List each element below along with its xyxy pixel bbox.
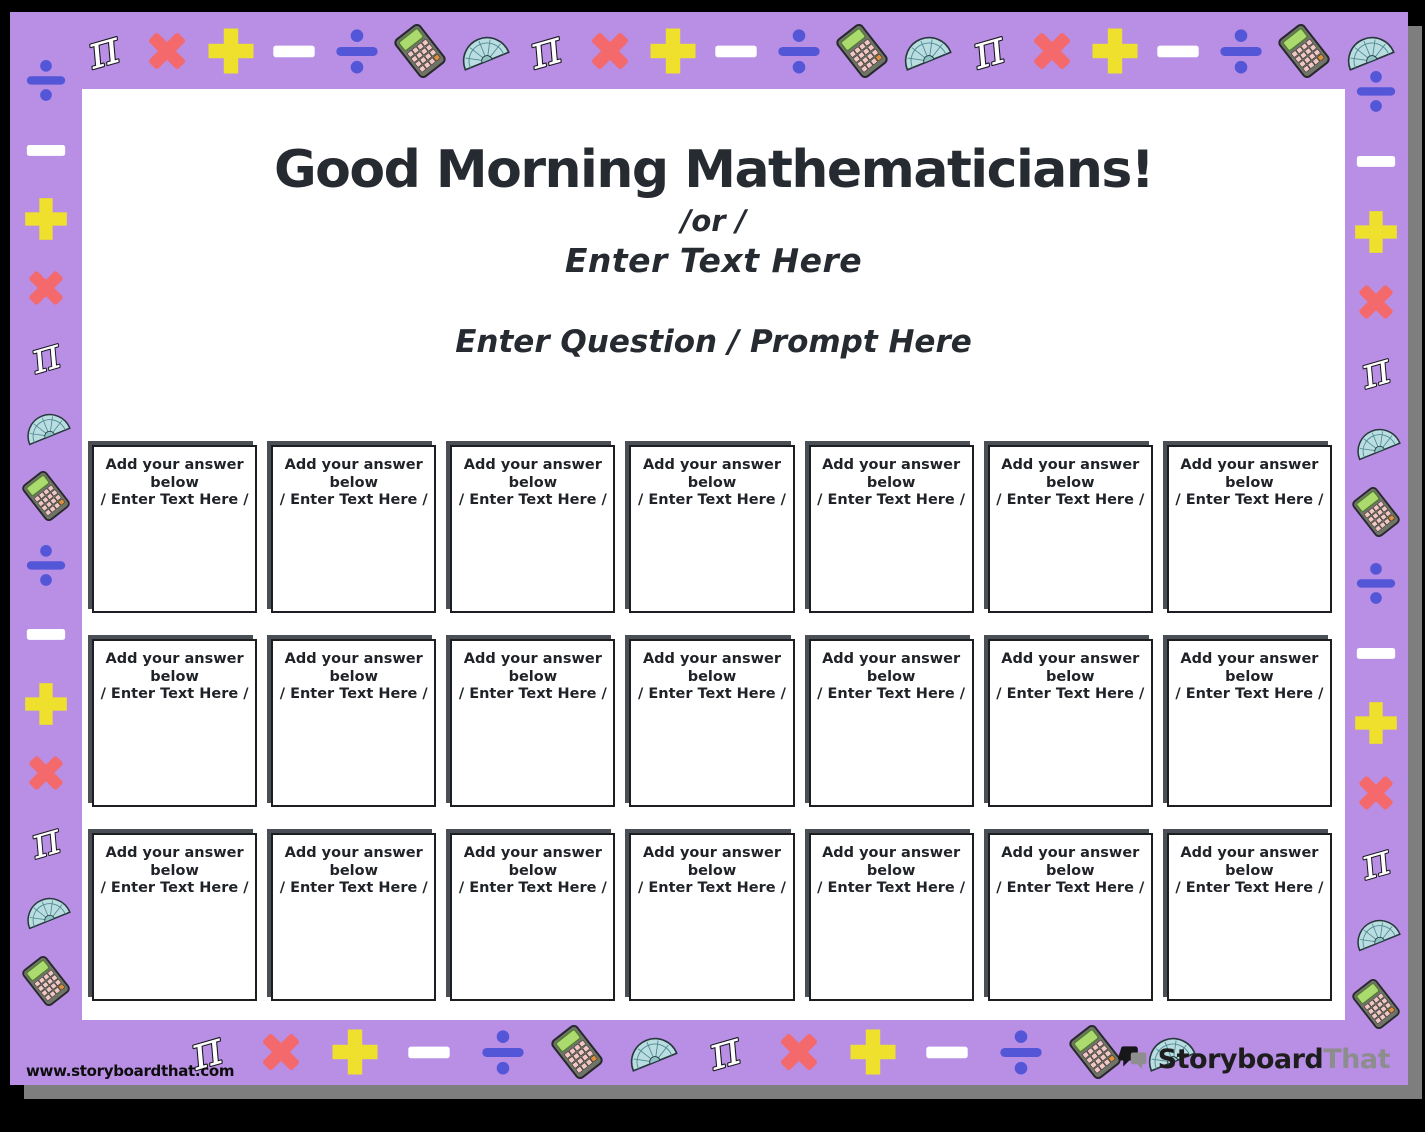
storyboardthat-logo: [1119, 1044, 1390, 1075]
answer-box[interactable]: [450, 639, 615, 807]
answer-box-line2: / Enter Text Here /: [279, 686, 428, 703]
answer-box[interactable]: [1167, 445, 1332, 613]
border-bottom-icons: [160, 1022, 1216, 1082]
answer-box-line2: / Enter Text Here /: [817, 880, 966, 897]
title-or-line[interactable]: /or /: [680, 203, 747, 238]
answer-box[interactable]: [92, 639, 257, 807]
answer-box-line2: / Enter Text Here /: [1175, 880, 1324, 897]
multiply-icon: [21, 263, 71, 313]
svg-text:π: π: [184, 1021, 230, 1082]
protractor-icon: [456, 24, 510, 78]
divide-icon: [476, 1025, 530, 1079]
answer-box-line2: / Enter Text Here /: [100, 492, 249, 509]
plus-icon: [204, 24, 258, 78]
logo-text: [1158, 1044, 1390, 1075]
answer-box-line2: / Enter Text Here /: [458, 686, 607, 703]
answer-box[interactable]: [809, 833, 974, 1001]
answer-box-line2: / Enter Text Here /: [279, 880, 428, 897]
answer-box[interactable]: [629, 445, 794, 613]
answer-box-line2: / Enter Text Here /: [996, 880, 1145, 897]
plus-icon: [328, 1025, 382, 1079]
answer-box-line1: Add your answer below: [284, 845, 423, 879]
minus-icon: [709, 24, 763, 78]
protractor-icon: [21, 402, 71, 452]
worksheet-page: [10, 12, 1408, 1085]
logo-text-storyboard: Storyboard: [1157, 1044, 1324, 1075]
multiply-icon: [1351, 277, 1401, 327]
divide-icon: [1351, 66, 1401, 116]
answer-box-line1: Add your answer below: [1001, 651, 1140, 685]
answer-box-line2: / Enter Text Here /: [100, 686, 249, 703]
speech-bubbles-icon: [1119, 1045, 1151, 1074]
answer-box-line1: Add your answer below: [1180, 845, 1319, 879]
multiply-icon: [254, 1025, 308, 1079]
answer-box-line2: / Enter Text Here /: [817, 686, 966, 703]
answer-box-line1: Add your answer below: [1180, 457, 1319, 491]
minus-icon: [21, 609, 71, 659]
protractor-icon: [1351, 417, 1401, 467]
title-text-placeholder[interactable]: Enter Text Here: [564, 240, 863, 280]
svg-text:π: π: [81, 19, 127, 81]
svg-text:π: π: [966, 19, 1011, 81]
answer-box[interactable]: [271, 639, 436, 807]
divide-icon: [1351, 558, 1401, 608]
answer-box[interactable]: [988, 639, 1153, 807]
calculator-icon: [835, 24, 889, 78]
divide-icon: [994, 1025, 1048, 1079]
plus-icon: [21, 679, 71, 729]
minus-icon: [1351, 136, 1401, 186]
pi-icon: [1351, 343, 1401, 400]
pi-icon: [77, 19, 131, 81]
plus-icon: [846, 1025, 900, 1079]
calculator-icon: [21, 956, 71, 1006]
minus-icon: [267, 24, 321, 78]
pi-icon: [519, 19, 573, 81]
answer-box-line1: Add your answer below: [822, 651, 961, 685]
minus-icon: [920, 1025, 974, 1079]
protractor-icon: [624, 1025, 678, 1079]
multiply-icon: [1351, 768, 1401, 818]
multiply-icon: [1025, 24, 1079, 78]
answer-box-line1: Add your answer below: [105, 845, 244, 879]
answer-box-line1: Add your answer below: [463, 457, 602, 491]
answer-box-line2: / Enter Text Here /: [638, 686, 786, 703]
answer-box-line2: / Enter Text Here /: [996, 686, 1145, 703]
multiply-icon: [583, 24, 637, 78]
calculator-icon: [1068, 1025, 1122, 1079]
multiply-icon: [772, 1025, 826, 1079]
pi-icon: [21, 813, 71, 870]
calculator-icon: [550, 1025, 604, 1079]
divide-icon: [772, 24, 826, 78]
answer-box-line1: Add your answer below: [463, 845, 602, 879]
answer-box-line2: / Enter Text Here /: [638, 492, 786, 509]
plus-icon: [21, 194, 71, 244]
answer-box[interactable]: [271, 833, 436, 1001]
border-top-icons: [68, 12, 1404, 89]
answer-box[interactable]: [1167, 833, 1332, 1001]
protractor-icon: [21, 886, 71, 936]
border-right-icons: [1345, 46, 1406, 1049]
minus-icon: [1351, 628, 1401, 678]
answer-box[interactable]: [1167, 639, 1332, 807]
svg-text:π: π: [1354, 834, 1396, 891]
plus-icon: [1351, 698, 1401, 748]
page-title[interactable]: Good Morning Mathematicians!: [273, 140, 1154, 200]
answer-box-line1: Add your answer below: [642, 845, 782, 879]
answer-box-line1: Add your answer below: [1001, 845, 1140, 879]
answer-box-line1: Add your answer below: [642, 651, 782, 685]
question-prompt-placeholder[interactable]: Enter Question / Prompt Here: [455, 323, 972, 360]
minus-icon: [21, 125, 71, 175]
answer-box[interactable]: [809, 639, 974, 807]
plus-icon: [1351, 207, 1401, 257]
answer-box-line1: Add your answer below: [463, 651, 602, 685]
minus-icon: [1151, 24, 1205, 78]
calculator-icon: [1351, 979, 1401, 1029]
answer-box-line2: / Enter Text Here /: [458, 880, 607, 897]
svg-text:π: π: [1354, 343, 1396, 400]
divide-icon: [21, 55, 71, 105]
plus-icon: [646, 24, 700, 78]
calculator-icon: [1277, 24, 1331, 78]
answer-box-line1: Add your answer below: [822, 457, 961, 491]
pi-icon: [962, 19, 1016, 81]
multiply-icon: [21, 748, 71, 798]
answer-box-line1: Add your answer below: [822, 845, 961, 879]
answer-box-line1: Add your answer below: [105, 457, 244, 491]
answer-box-line1: Add your answer below: [642, 457, 782, 491]
answer-box-line1: Add your answer below: [284, 457, 423, 491]
answer-box-line2: / Enter Text Here /: [1175, 492, 1324, 509]
divide-icon: [330, 24, 384, 78]
answer-box[interactable]: [629, 833, 794, 1001]
answer-box-line1: Add your answer below: [284, 651, 423, 685]
answer-box[interactable]: [271, 445, 436, 613]
answer-box-line2: / Enter Text Here /: [817, 492, 966, 509]
pi-icon: [1351, 834, 1401, 891]
answer-box-line1: Add your answer below: [1180, 651, 1319, 685]
answer-box-line2: / Enter Text Here /: [458, 492, 607, 509]
answer-grid: [92, 445, 1332, 1001]
answer-box[interactable]: [629, 639, 794, 807]
protractor-icon: [898, 24, 952, 78]
answer-box[interactable]: [92, 445, 257, 613]
pi-icon: [21, 328, 71, 385]
calculator-icon: [393, 24, 447, 78]
svg-text:π: π: [702, 1021, 748, 1082]
answer-box-line1: Add your answer below: [1001, 457, 1140, 491]
website-url: www.storyboardthat.com: [26, 1062, 235, 1080]
calculator-icon: [1351, 487, 1401, 537]
worksheet-content: [82, 89, 1345, 1020]
plus-icon: [1088, 24, 1142, 78]
pi-icon: [698, 1021, 752, 1082]
multiply-icon: [140, 24, 194, 78]
answer-box[interactable]: [988, 445, 1153, 613]
answer-box[interactable]: [450, 445, 615, 613]
answer-box-line2: / Enter Text Here /: [638, 880, 786, 897]
answer-box-line2: / Enter Text Here /: [279, 492, 428, 509]
worksheet-header: [82, 89, 1345, 360]
logo-text-that: That: [1323, 1044, 1390, 1075]
svg-text:π: π: [25, 328, 67, 385]
divide-icon: [21, 540, 71, 590]
answer-box[interactable]: [450, 833, 615, 1001]
answer-box[interactable]: [92, 833, 257, 1001]
svg-text:π: π: [25, 813, 67, 870]
answer-box-line2: / Enter Text Here /: [1175, 686, 1324, 703]
svg-text:π: π: [523, 19, 569, 81]
answer-box[interactable]: [809, 445, 974, 613]
border-left-icons: [10, 36, 82, 1025]
divide-icon: [1214, 24, 1268, 78]
answer-box-line1: Add your answer below: [105, 651, 244, 685]
answer-box[interactable]: [988, 833, 1153, 1001]
minus-icon: [402, 1025, 456, 1079]
calculator-icon: [21, 471, 71, 521]
answer-box-line2: / Enter Text Here /: [100, 880, 249, 897]
answer-box-line2: / Enter Text Here /: [996, 492, 1145, 509]
protractor-icon: [1351, 908, 1401, 958]
